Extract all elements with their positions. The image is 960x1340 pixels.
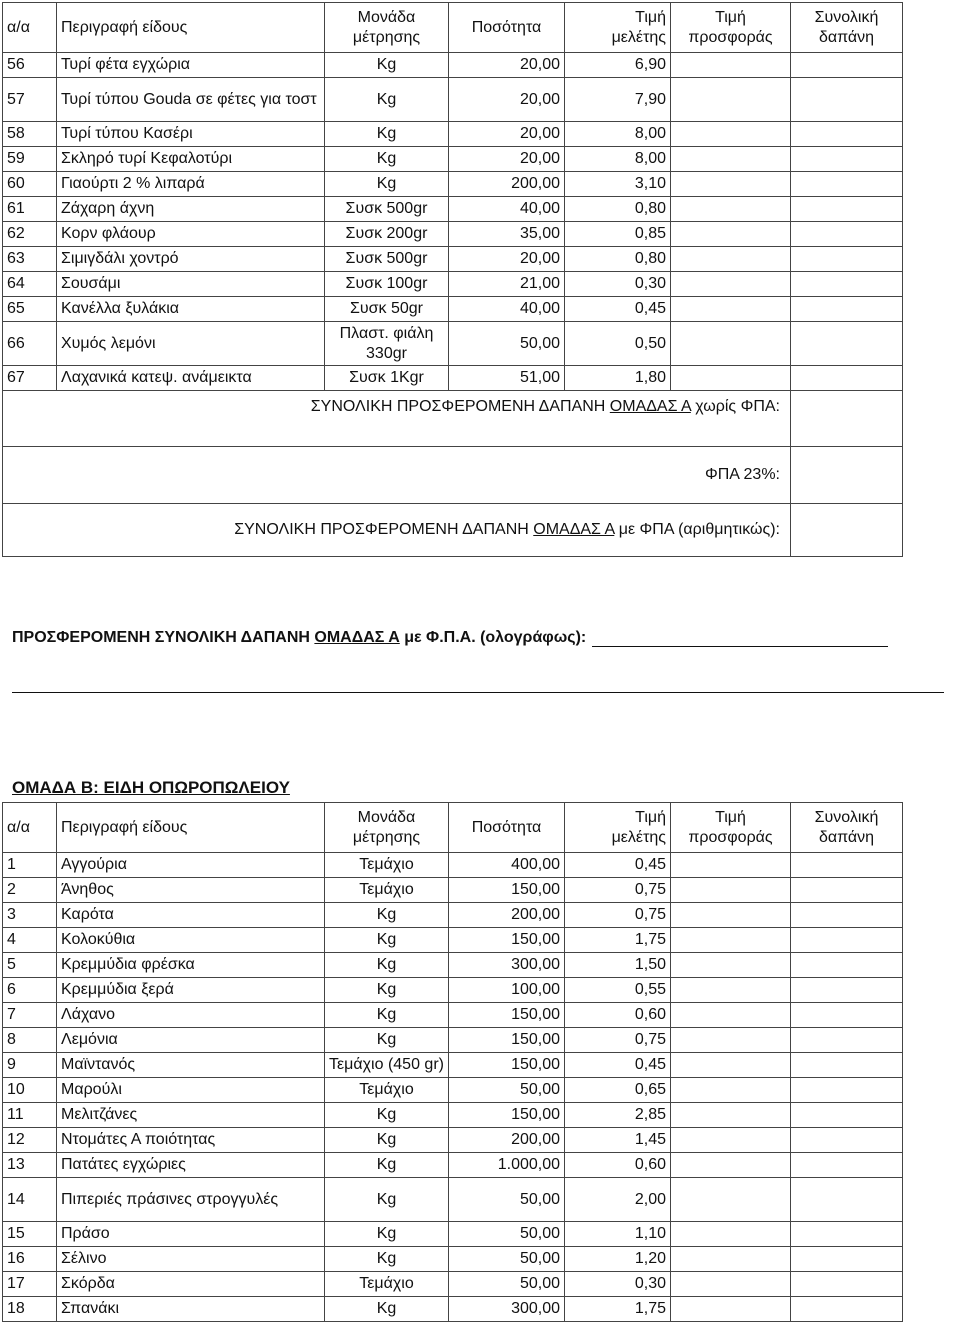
row-quantity: 100,00 [449, 978, 565, 1003]
row-quantity: 40,00 [449, 197, 565, 222]
sum-excl-vat-row [3, 391, 903, 447]
row-index: 5 [3, 953, 57, 978]
table-row [3, 122, 903, 147]
group-a-table [2, 2, 903, 557]
row-offer-price[interactable] [671, 297, 791, 322]
row-offer-price[interactable] [671, 222, 791, 247]
row-unit: Τεμάχιο [325, 853, 449, 878]
row-description: Κρεμμύδια ξερά [57, 978, 325, 1003]
row-index: 16 [3, 1247, 57, 1272]
row-description: Λεμόνια [57, 1028, 325, 1053]
row-quantity: 50,00 [449, 1222, 565, 1247]
row-description: Χυμός λεμόνι [57, 322, 325, 366]
table-row [3, 878, 903, 903]
row-description: Μαρούλι [57, 1078, 325, 1103]
row-study-price: 0,30 [565, 1272, 671, 1297]
table-row [3, 366, 903, 391]
row-unit: Συσκ 100gr [325, 272, 449, 297]
row-index: 2 [3, 878, 57, 903]
row-offer-price[interactable] [671, 953, 791, 978]
row-description: Σκόρδα [57, 1272, 325, 1297]
row-offer-price[interactable] [671, 928, 791, 953]
vat-label: ΦΠΑ 23%: [3, 447, 791, 504]
row-total-cost[interactable] [791, 322, 903, 366]
row-unit: Kg [325, 1222, 449, 1247]
row-index: 6 [3, 978, 57, 1003]
row-quantity: 20,00 [449, 247, 565, 272]
row-study-price: 0,80 [565, 197, 671, 222]
row-unit: Συσκ 500gr [325, 197, 449, 222]
row-unit: Συσκ 500gr [325, 247, 449, 272]
row-quantity: 400,00 [449, 853, 565, 878]
row-unit: Kg [325, 1153, 449, 1178]
total-in-words-line[interactable] [12, 692, 944, 693]
row-description: Πράσο [57, 1222, 325, 1247]
row-description: Λάχανο [57, 1003, 325, 1028]
row-index: 67 [3, 366, 57, 391]
row-index: 60 [3, 172, 57, 197]
row-description: Άνηθος [57, 878, 325, 903]
table-row [3, 1003, 903, 1028]
row-description: Αγγούρια [57, 853, 325, 878]
sum-incl-vat-label: ΣΥΝΟΛΙΚΗ ΠΡΟΣΦΕΡΟΜΕΝΗ ΔΑΠΑΝΗ ΟΜΑΔΑΣ Α με ΦΠΑ (αριθμητικώς): [3, 504, 791, 557]
row-study-price: 0,85 [565, 222, 671, 247]
row-total-cost[interactable] [791, 1153, 903, 1178]
row-total-cost[interactable] [791, 53, 903, 78]
row-unit: Kg [325, 978, 449, 1003]
table-row [3, 928, 903, 953]
row-study-price: 1,80 [565, 366, 671, 391]
row-quantity: 20,00 [449, 78, 565, 122]
row-index: 15 [3, 1222, 57, 1247]
row-unit: Kg [325, 928, 449, 953]
row-index: 12 [3, 1128, 57, 1153]
row-offer-price[interactable] [671, 1272, 791, 1297]
row-unit: Kg [325, 1178, 449, 1222]
row-study-price: 0,60 [565, 1153, 671, 1178]
row-study-price: 1,50 [565, 953, 671, 978]
row-total-cost[interactable] [791, 1053, 903, 1078]
row-quantity: 20,00 [449, 53, 565, 78]
total-in-words-label: ΠΡΟΣΦΕΡΟΜΕΝΗ ΣΥΝΟΛΙΚΗ ΔΑΠΑΝΗ ΟΜΑΔΑΣ Α με Φ.Π.Α. (ολογράφως): [12, 628, 888, 647]
row-study-price: 1,45 [565, 1128, 671, 1153]
header-description: Περιγραφή είδους [57, 3, 325, 53]
row-offer-price[interactable] [671, 1128, 791, 1153]
row-description: Λαχανικά κατεψ. ανάμεικτα [57, 366, 325, 391]
table-row [3, 247, 903, 272]
row-study-price: 8,00 [565, 147, 671, 172]
row-study-price: 0,30 [565, 272, 671, 297]
row-offer-price[interactable] [671, 247, 791, 272]
row-quantity: 51,00 [449, 366, 565, 391]
row-description: Τυρί τύπου Κασέρι [57, 122, 325, 147]
row-study-price: 6,90 [565, 53, 671, 78]
row-quantity: 35,00 [449, 222, 565, 247]
table-header-row [3, 803, 903, 853]
row-description: Ζάχαρη άχνη [57, 197, 325, 222]
row-study-price: 1,20 [565, 1247, 671, 1272]
row-offer-price[interactable] [671, 272, 791, 297]
row-quantity: 150,00 [449, 1028, 565, 1053]
row-offer-price[interactable] [671, 122, 791, 147]
row-unit: Τεμάχιο [325, 878, 449, 903]
row-quantity: 50,00 [449, 1078, 565, 1103]
row-offer-price[interactable] [671, 1297, 791, 1322]
row-study-price: 2,00 [565, 1178, 671, 1222]
row-offer-price[interactable] [671, 853, 791, 878]
row-index: 64 [3, 272, 57, 297]
row-offer-price[interactable] [671, 878, 791, 903]
row-unit: Kg [325, 953, 449, 978]
row-total-cost[interactable] [791, 297, 903, 322]
table-header-row [3, 3, 903, 53]
row-offer-price[interactable] [671, 53, 791, 78]
row-index: 56 [3, 53, 57, 78]
row-index: 8 [3, 1028, 57, 1053]
row-study-price: 1,10 [565, 1222, 671, 1247]
row-index: 62 [3, 222, 57, 247]
row-study-price: 1,75 [565, 1297, 671, 1322]
row-quantity: 300,00 [449, 1297, 565, 1322]
row-quantity: 200,00 [449, 1128, 565, 1153]
table-row [3, 222, 903, 247]
row-unit: Kg [325, 1103, 449, 1128]
row-offer-price[interactable] [671, 1153, 791, 1178]
row-quantity: 300,00 [449, 953, 565, 978]
row-unit: Συσκ 200gr [325, 222, 449, 247]
row-description: Τυρί τύπου Gouda σε φέτες για τοστ [57, 78, 325, 122]
row-total-cost[interactable] [791, 122, 903, 147]
table-row [3, 1153, 903, 1178]
row-description: Κανέλλα ξυλάκια [57, 297, 325, 322]
table-row [3, 1272, 903, 1297]
row-offer-price[interactable] [671, 172, 791, 197]
row-description: Σπανάκι [57, 1297, 325, 1322]
row-offer-price[interactable] [671, 1028, 791, 1053]
row-unit: Τεμάχιο [325, 1078, 449, 1103]
row-quantity: 50,00 [449, 1272, 565, 1297]
header-total-cost: Συνολική δαπάνη [791, 3, 903, 53]
row-total-cost[interactable] [791, 1003, 903, 1028]
row-quantity: 50,00 [449, 1178, 565, 1222]
row-quantity: 20,00 [449, 122, 565, 147]
row-index: 63 [3, 247, 57, 272]
header-quantity: Ποσότητα [449, 803, 565, 853]
row-index: 4 [3, 928, 57, 953]
row-quantity: 150,00 [449, 878, 565, 903]
row-description: Μαϊντανός [57, 1053, 325, 1078]
row-total-cost[interactable] [791, 247, 903, 272]
row-study-price: 0,55 [565, 978, 671, 1003]
row-index: 7 [3, 1003, 57, 1028]
row-unit: Συσκ 50gr [325, 297, 449, 322]
row-index: 61 [3, 197, 57, 222]
header-study-price: Τιμή μελέτης [565, 803, 671, 853]
header-quantity: Ποσότητα [449, 3, 565, 53]
table-row [3, 1103, 903, 1128]
row-offer-price[interactable] [671, 1222, 791, 1247]
row-offer-price[interactable] [671, 366, 791, 391]
row-offer-price[interactable] [671, 78, 791, 122]
header-unit: Μονάδα μέτρησης [325, 3, 449, 53]
row-unit: Kg [325, 1028, 449, 1053]
row-total-cost[interactable] [791, 1128, 903, 1153]
row-description: Σέλινο [57, 1247, 325, 1272]
row-unit: Kg [325, 1297, 449, 1322]
row-index: 14 [3, 1178, 57, 1222]
row-total-cost[interactable] [791, 1272, 903, 1297]
row-offer-price[interactable] [671, 1053, 791, 1078]
row-offer-price[interactable] [671, 1178, 791, 1222]
table-row [3, 1053, 903, 1078]
row-quantity: 150,00 [449, 1003, 565, 1028]
row-unit: Τεμάχιο [325, 1272, 449, 1297]
row-study-price: 0,75 [565, 1028, 671, 1053]
row-index: 9 [3, 1053, 57, 1078]
vat-row [3, 447, 903, 504]
header-study-price: Τιμή μελέτης [565, 3, 671, 53]
row-total-cost[interactable] [791, 1103, 903, 1128]
row-description: Πατάτες εγχώριες [57, 1153, 325, 1178]
row-total-cost[interactable] [791, 978, 903, 1003]
row-total-cost[interactable] [791, 953, 903, 978]
table-row [3, 953, 903, 978]
table-row [3, 1247, 903, 1272]
row-description: Κορν φλάουρ [57, 222, 325, 247]
table-row [3, 53, 903, 78]
row-study-price: 0,45 [565, 297, 671, 322]
table-row [3, 147, 903, 172]
row-unit: Kg [325, 1247, 449, 1272]
row-offer-price[interactable] [671, 1003, 791, 1028]
row-description: Ντομάτες Α ποιότητας [57, 1128, 325, 1153]
row-index: 3 [3, 903, 57, 928]
table-row [3, 1078, 903, 1103]
row-description: Γιαούρτι 2 % λιπαρά [57, 172, 325, 197]
row-index: 17 [3, 1272, 57, 1297]
row-index: 11 [3, 1103, 57, 1128]
row-index: 1 [3, 853, 57, 878]
table-row [3, 272, 903, 297]
table-row [3, 1222, 903, 1247]
row-quantity: 50,00 [449, 1247, 565, 1272]
row-study-price: 1,75 [565, 928, 671, 953]
row-offer-price[interactable] [671, 322, 791, 366]
row-study-price: 0,75 [565, 903, 671, 928]
row-study-price: 8,00 [565, 122, 671, 147]
sum-excl-vat-value[interactable] [791, 391, 903, 447]
row-study-price: 0,60 [565, 1003, 671, 1028]
row-offer-price[interactable] [671, 147, 791, 172]
row-total-cost[interactable] [791, 366, 903, 391]
row-description: Καρότα [57, 903, 325, 928]
row-quantity: 50,00 [449, 322, 565, 366]
header-offer-price: Τιμή προσφοράς [671, 803, 791, 853]
row-quantity: 200,00 [449, 903, 565, 928]
header-total-cost: Συνολική δαπάνη [791, 803, 903, 853]
row-offer-price[interactable] [671, 1103, 791, 1128]
table-row [3, 1028, 903, 1053]
row-study-price: 0,45 [565, 853, 671, 878]
table-row [3, 853, 903, 878]
row-index: 65 [3, 297, 57, 322]
header-idx: α/α [3, 3, 57, 53]
row-index: 18 [3, 1297, 57, 1322]
row-unit: Kg [325, 53, 449, 78]
row-quantity: 150,00 [449, 1053, 565, 1078]
row-study-price: 0,80 [565, 247, 671, 272]
row-total-cost[interactable] [791, 1247, 903, 1272]
row-study-price: 0,75 [565, 878, 671, 903]
row-unit: Kg [325, 147, 449, 172]
group-b-title: ΟΜΑΔΑ Β: ΕΙΔΗ ΟΠΩΡΟΠΩΛΕΙΟΥ [12, 778, 290, 797]
row-description: Τυρί φέτα εγχώρια [57, 53, 325, 78]
row-quantity: 150,00 [449, 1103, 565, 1128]
row-index: 13 [3, 1153, 57, 1178]
row-index: 57 [3, 78, 57, 122]
table-row [3, 978, 903, 1003]
table-row [3, 172, 903, 197]
sum-incl-vat-value[interactable] [791, 504, 903, 557]
table-row [3, 197, 903, 222]
row-study-price: 0,45 [565, 1053, 671, 1078]
row-offer-price[interactable] [671, 1078, 791, 1103]
row-total-cost[interactable] [791, 1028, 903, 1053]
row-quantity: 20,00 [449, 147, 565, 172]
total-in-words-blank[interactable] [592, 628, 888, 647]
row-total-cost[interactable] [791, 147, 903, 172]
row-total-cost[interactable] [791, 928, 903, 953]
row-quantity: 200,00 [449, 172, 565, 197]
row-total-cost[interactable] [791, 1222, 903, 1247]
row-unit: Kg [325, 172, 449, 197]
row-total-cost[interactable] [791, 172, 903, 197]
row-description: Κρεμμύδια φρέσκα [57, 953, 325, 978]
row-study-price: 2,85 [565, 1103, 671, 1128]
table-row [3, 322, 903, 366]
row-description: Σουσάμι [57, 272, 325, 297]
row-study-price: 3,10 [565, 172, 671, 197]
sum-incl-vat-row [3, 504, 903, 557]
sum-excl-vat-label: ΣΥΝΟΛΙΚΗ ΠΡΟΣΦΕΡΟΜΕΝΗ ΔΑΠΑΝΗ ΟΜΑΔΑΣ Α χωρίς ΦΠΑ: [3, 391, 791, 447]
row-index: 10 [3, 1078, 57, 1103]
row-description: Σκληρό τυρί Κεφαλοτύρι [57, 147, 325, 172]
row-total-cost[interactable] [791, 853, 903, 878]
table-row [3, 297, 903, 322]
table-row [3, 78, 903, 122]
row-description: Πιπεριές πράσινες στρογγυλές [57, 1178, 325, 1222]
row-unit: Kg [325, 1003, 449, 1028]
row-offer-price[interactable] [671, 978, 791, 1003]
row-total-cost[interactable] [791, 197, 903, 222]
row-total-cost[interactable] [791, 903, 903, 928]
row-study-price: 7,90 [565, 78, 671, 122]
table-row [3, 1128, 903, 1153]
row-unit: Τεμάχιο (450 gr) [325, 1053, 449, 1078]
header-offer-price: Τιμή προσφοράς [671, 3, 791, 53]
row-unit: Kg [325, 122, 449, 147]
row-quantity: 150,00 [449, 928, 565, 953]
row-total-cost[interactable] [791, 272, 903, 297]
header-description: Περιγραφή είδους [57, 803, 325, 853]
row-unit: Kg [325, 1128, 449, 1153]
row-unit: Kg [325, 903, 449, 928]
row-description: Κολοκύθια [57, 928, 325, 953]
row-offer-price[interactable] [671, 1247, 791, 1272]
row-description: Μελιτζάνες [57, 1103, 325, 1128]
row-unit: Kg [325, 78, 449, 122]
row-quantity: 21,00 [449, 272, 565, 297]
table-row [3, 1297, 903, 1322]
table-row [3, 903, 903, 928]
row-total-cost[interactable] [791, 78, 903, 122]
row-index: 59 [3, 147, 57, 172]
row-total-cost[interactable] [791, 222, 903, 247]
vat-value[interactable] [791, 447, 903, 504]
row-study-price: 0,50 [565, 322, 671, 366]
row-index: 58 [3, 122, 57, 147]
row-quantity: 1.000,00 [449, 1153, 565, 1178]
row-quantity: 40,00 [449, 297, 565, 322]
row-total-cost[interactable] [791, 878, 903, 903]
header-unit: Μονάδα μέτρησης [325, 803, 449, 853]
row-index: 66 [3, 322, 57, 366]
row-offer-price[interactable] [671, 903, 791, 928]
row-total-cost[interactable] [791, 1078, 903, 1103]
row-total-cost[interactable] [791, 1178, 903, 1222]
row-study-price: 0,65 [565, 1078, 671, 1103]
row-unit: Πλαστ. φιάλη 330gr [325, 322, 449, 366]
table-row [3, 1178, 903, 1222]
header-idx: α/α [3, 803, 57, 853]
row-unit: Συσκ 1Kgr [325, 366, 449, 391]
row-total-cost[interactable] [791, 1297, 903, 1322]
group-b-table [2, 802, 903, 1322]
row-offer-price[interactable] [671, 197, 791, 222]
row-description: Σιμιγδάλι χοντρό [57, 247, 325, 272]
